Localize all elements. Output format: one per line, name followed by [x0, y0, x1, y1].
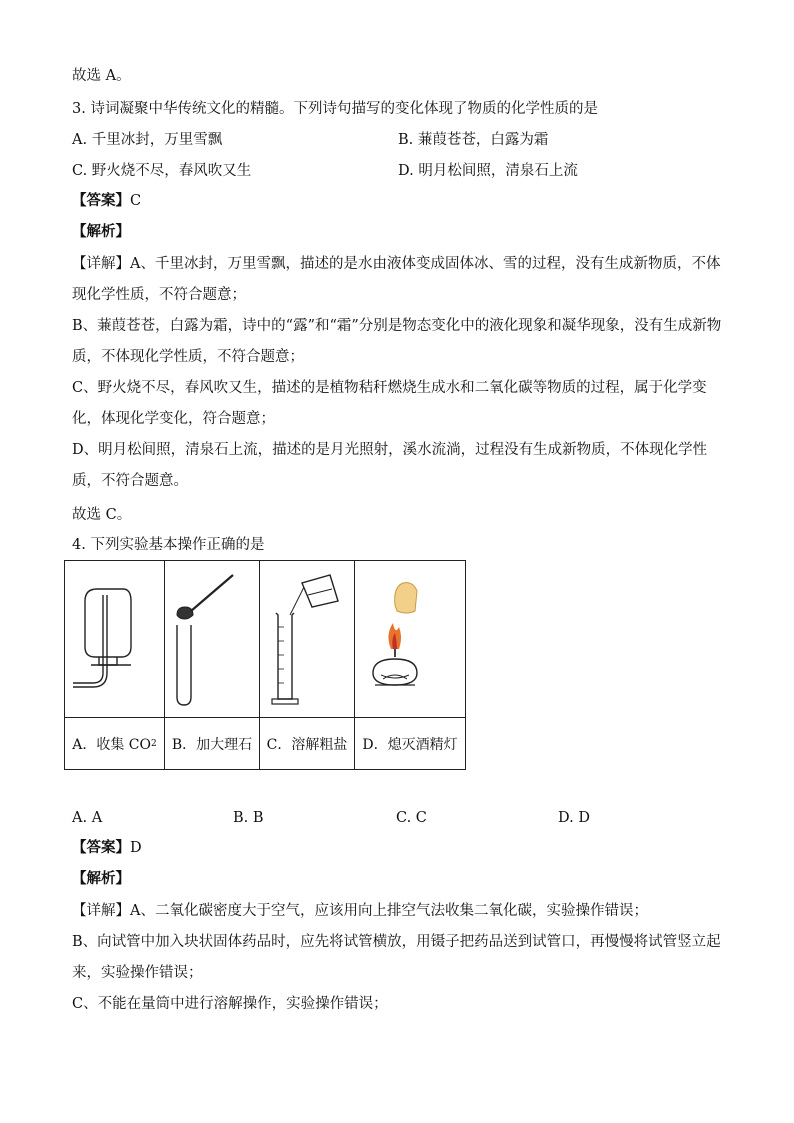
figure-add-marble [165, 561, 260, 717]
figure-dissolve-salt [260, 561, 355, 717]
q3-detail-c: C、野火烧不尽，春风吹又生，描述的是植物秸秆燃烧生成水和二氧化碳等物质的过程，属于化学变化，体现化学变化，符合题意； [72, 380, 707, 427]
q3-detail-d: D、明月松间照，清泉石上流，描述的是月光照射，溪水流淌，过程没有生成新物质，不体现化学性质，不符合题意。 [72, 442, 708, 489]
q3-option-b: B. 蒹葭苍苍，白露为霜 [398, 132, 549, 148]
q3-option-a: A. 千里冰封，万里雪飘 [72, 132, 223, 148]
answer-tag: 【答案】 [72, 192, 130, 209]
figure-extinguish-lamp [355, 561, 465, 717]
caption-a-subscript: 2 [151, 738, 157, 749]
graduated-cylinder-beaker-icon [260, 561, 355, 717]
question-4-stem: 4. 下列实验基本操作正确的是 [72, 537, 265, 553]
q3-detail-a: 【详解】A、千里冰封，万里雪飘，描述的是水由液体变成固体冰、雪的过程，没有生成新物质，不体现化学性质，不符合题意； [72, 256, 721, 303]
figure-collect-co2 [65, 561, 165, 717]
caption-a-text: A．收集 CO [72, 736, 151, 753]
q4-analysis-tag: 【解析】 [72, 870, 130, 887]
q3-conclusion: 故选 C。 [72, 507, 132, 523]
figure-caption-b: B．加大理石 [165, 717, 260, 769]
figure-caption-a [65, 717, 165, 769]
gas-bottle-icon [65, 561, 165, 717]
alcohol-lamp-icon [355, 561, 465, 717]
q4-detail-c: C、不能在量筒中进行溶解操作，实验操作错误； [72, 996, 388, 1012]
q4-detail-a: 【详解】A、二氧化碳密度大于空气，应该用向上排空气法收集二氧化碳，实验操作错误； [72, 903, 648, 919]
q3-option-d: D. 明月松间照，清泉石上流 [398, 163, 578, 179]
q3-option-c: C. 野火烧不尽，春风吹又生 [72, 163, 252, 179]
q3-detail-b: B、蒹葭苍苍，白露为霜，诗中的“露”和“霜”分别是物态变化中的液化现象和凝华现象，没有生成新物质，不体现化学性质，不符合题意； [72, 318, 722, 365]
test-tube-spoon-icon [165, 561, 260, 717]
q4-answer [72, 838, 142, 858]
experiment-figure-table [64, 560, 466, 770]
q4-detail-b: B、向试管中加入块状固体药品时，应先将试管横放，用镊子把药品送到试管口，再慢慢将试管竖立起来，实验操作错误； [72, 934, 721, 981]
figure-caption-c: C．溶解粗盐 [260, 717, 355, 769]
answer-value: D [130, 840, 142, 856]
answer-tag: 【答案】 [72, 839, 130, 856]
q4-option-a: A. A [72, 810, 103, 826]
q4-option-b: B. B [233, 810, 264, 826]
previous-conclusion: 故选 A。 [72, 68, 131, 84]
question-3-stem: 3. 诗词凝聚中华传统文化的精髓。下列诗句描写的变化体现了物质的化学性质的是 [72, 101, 598, 117]
figure-caption-d: D．熄灭酒精灯 [355, 717, 465, 769]
q4-option-c: C. C [396, 810, 427, 826]
answer-value: C [130, 193, 142, 209]
q3-answer [72, 191, 141, 211]
q4-option-d: D. D [558, 810, 590, 826]
q3-analysis-tag: 【解析】 [72, 223, 130, 240]
